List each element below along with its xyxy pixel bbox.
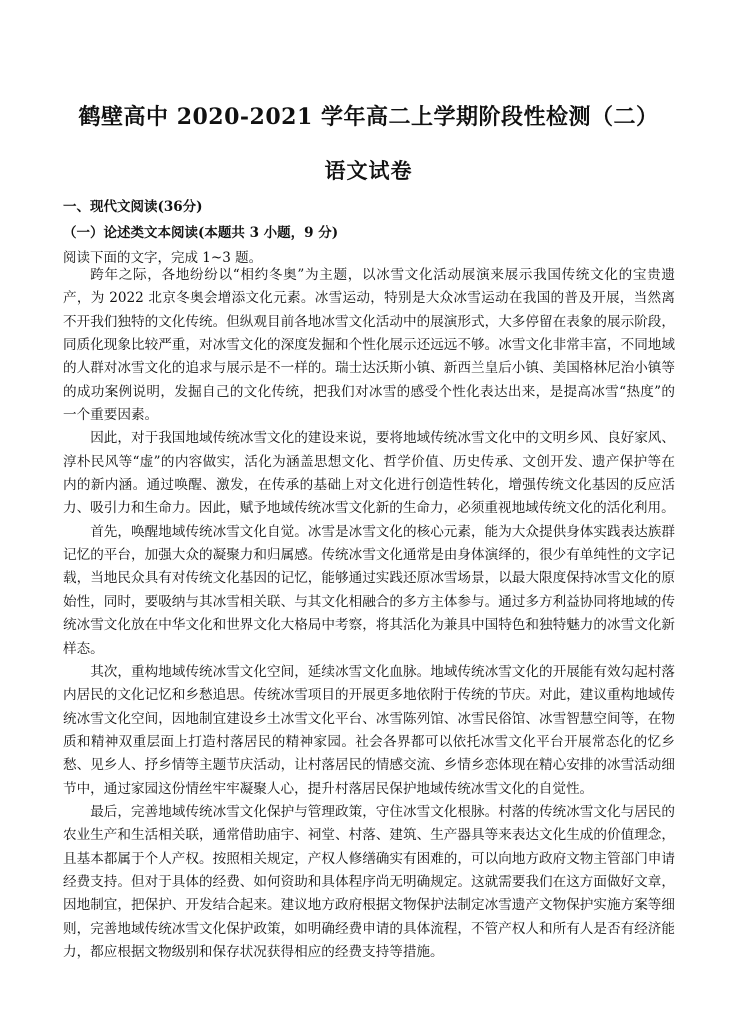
subsection-heading: （一）论述类文本阅读(本题共 3 小题，9 分) xyxy=(63,225,339,241)
passage-paragraph-1: 跨年之际，各地纷纷以“相约冬奥”为主题，以冰雪文化活动展演来展示我国传统文化的宝贵遗产，为 2022 北京冬奥会增添文化元素。冰雪运动，特别是大众冰雪运动在我国的普及开展，当然离不开我们独特的文化传统。但纵观目前各地冰雪文化活动中的展演形式，大多停留在表象的展示阶段，同质化现象比较严重，对冰雪文化的深度发掘和个性化展示还远远不够。冰雪文化非常丰富，不同地域的人群对冰雪文化的追求与展示是不一样的。瑞士达沃斯小镇、新西兰皇后小镇、美国格林尼治小镇等的成功案例说明，发掘自己的文化传统，把我们对冰雪的感受个性化表达出来，是提高冰雪“热度”的一个重要因素。 xyxy=(63,267,675,424)
exam-subject-title: 语文试卷 xyxy=(324,158,413,183)
passage-paragraph-2: 因此，对于我国地域传统冰雪文化的建设来说，要将地域传统冰雪文化中的文明乡风、良好家风、淳朴民风等“虚”的内容做实，活化为涵盖思想文化、哲学价值、历史传承、文创开发、遗产保护等在内的新内涵。通过唤醒、激发，在传承的基础上对文化进行创造性转化，增强传统文化基因的反应活力、吸引力和生命力。因此，赋予地域传统冰雪文化新的生命力，必须重视地域传统文化的活化利用。 xyxy=(63,430,675,517)
reading-passage xyxy=(63,264,675,964)
reading-instruction: 阅读下面的文字，完成 1~3 题。 xyxy=(63,250,263,266)
passage-paragraph-4: 其次，重构地域传统冰雪文化空间，延续冰雪文化血脉。地域传统冰雪文化的开展能有效勾起村落内居民的文化记忆和乡愁追思。传统冰雪项目的开展更多地依附于传统的节庆。对此，建议重构地域传统冰雪文化空间，因地制宜建设乡土冰雪文化平台、冰雪陈列馆、冰雪民俗馆、冰雪智慧空间等，在物质和精神双重层面上打造村落居民的精神家园。社会各界都可以依托冰雪文化平台开展常态化的忆乡愁、见乡人、抒乡情等主题节庆活动，让村落居民的情感交流、乡情乡恋体现在精心安排的冰雪活动细节中，通过家园这份情丝牢牢凝聚人心，提升村落居民保护地域传统冰雪文化的自觉性。 xyxy=(63,663,675,797)
section-heading: 一、现代文阅读(36分) xyxy=(63,199,203,215)
passage-paragraph-5: 最后，完善地域传统冰雪文化保护与管理政策，守住冰雪文化根脉。村落的传统冰雪文化与居民的农业生产和生活相关联，通常借助庙宇、祠堂、村落、建筑、生产器具等来表达文化生成的价值理念，且基本都属于个人产权。按照相关规定，产权人修缮确实有困难的，可以向地方政府文物主管部门申请经费支持。但对于具体的经费、如何资助和具体程序尚无明确规定。这就需要我们在这方面做好文章，因地制宜，把保护、开发结合起来。建议地方政府根据文物保护法制定冰雪遗产文物保护实施方案等细则，完善地域传统冰雪文化保护政策，如明确经费申请的具体流程，不管产权人和所有人是否有经济能力，都应根据文物级别和保存状况获得相应的经费支持等措施。 xyxy=(63,803,675,960)
exam-title: 鹤壁高中 2020-2021 学年高二上学期阶段性检测（二） xyxy=(78,104,659,130)
passage-paragraph-3: 首先，唤醒地域传统冰雪文化自觉。冰雪是冰雪文化的核心元素，能为大众提供身体实践表达族群记忆的平台，加强大众的凝聚力和归属感。传统冰雪文化通常是由身体演绎的，很少有单纯性的文字记载，当地民众具有对传统文化基因的记忆，能够通过实践还原冰雪场景，以最大限度保持冰雪文化的原始性，同时，要吸纳与其冰雪相关联、与其文化相融合的多方主体参与。通过多方利益协同将地域的传统冰雪文化放在中华文化和世界文化大格局中考察，将其活化为兼具中国特色和独特魅力的冰雪文化新样态。 xyxy=(63,523,675,657)
